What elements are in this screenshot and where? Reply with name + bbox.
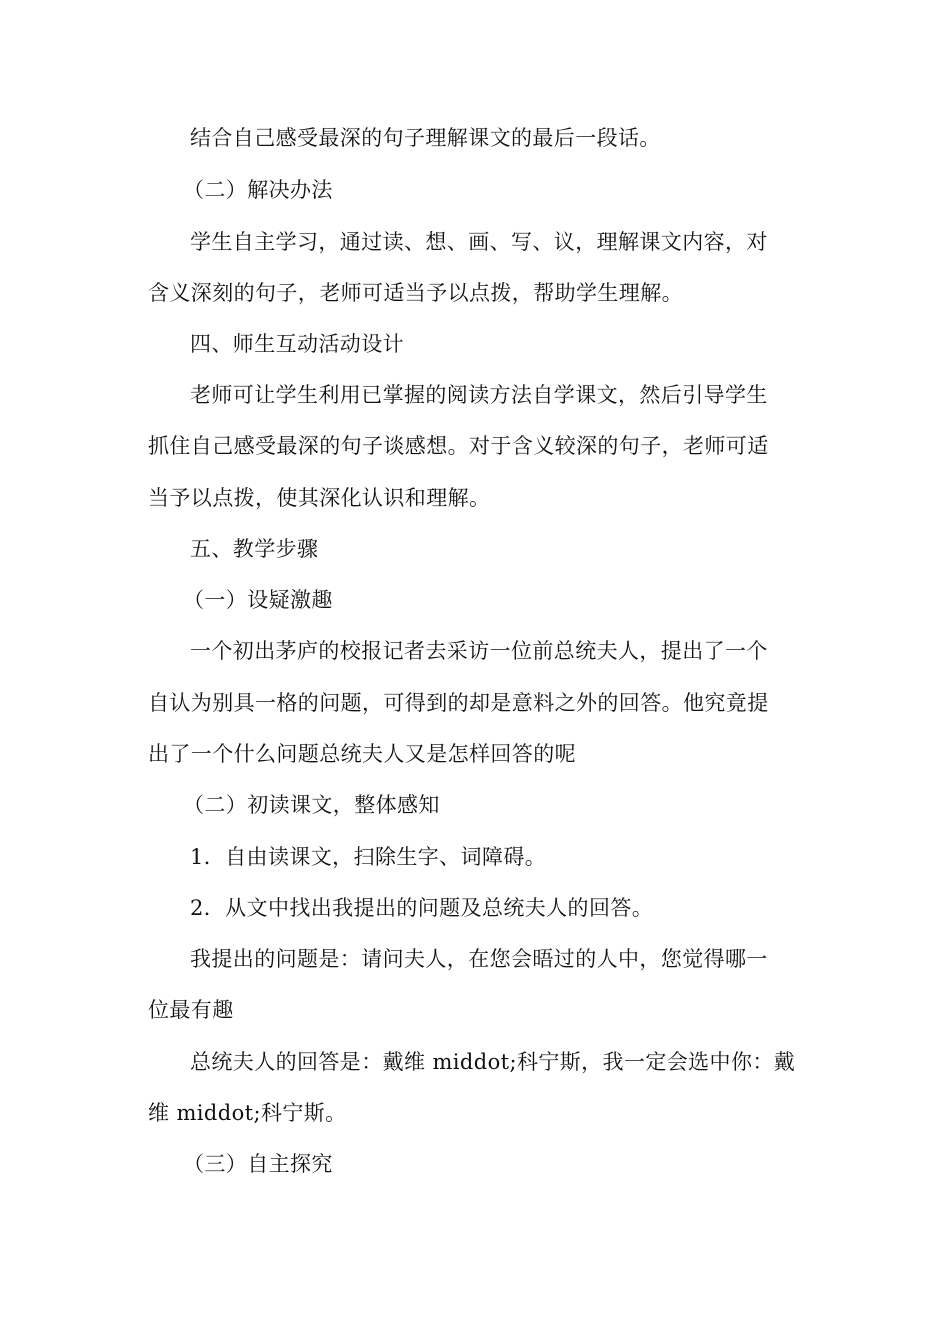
section-heading: （三）自主探究: [183, 1152, 333, 1176]
paragraph-text: 一个初出茅庐的校报记者去采访一位前总统夫人，提出了一个: [190, 639, 768, 663]
paragraph-text: 位最有趣: [148, 998, 234, 1022]
paragraph-text: 结合自己感受最深的句子理解课文的最后一段话。: [190, 126, 661, 150]
paragraph-text: 抓住自己感受最深的句子谈感想。对于含义较深的句子，老师可适: [148, 434, 769, 458]
section-heading: 四、师生互动活动设计: [190, 332, 404, 356]
section-heading: （二）初读课文，整体感知: [183, 793, 440, 817]
section-heading: （一）设疑激趣: [183, 588, 333, 612]
paragraph-text: 出了一个什么问题总统夫人又是怎样回答的呢: [148, 742, 576, 766]
list-item: 2．从文中找出我提出的问题及总统夫人的回答。: [190, 896, 654, 920]
paragraph-text: 自认为别具一格的问题，可得到的却是意料之外的回答。他究竟提: [148, 691, 769, 715]
paragraph-text: 总统夫人的回答是：戴维 middot;科宁斯，我一定会选中你：戴: [190, 1050, 796, 1074]
paragraph-text: 当予以点拨，使其深化认识和理解。: [148, 486, 491, 510]
paragraph-text: 学生自主学习，通过读、想、画、写、议，理解课文内容，对: [190, 230, 768, 254]
section-heading: （二）解决办法: [183, 178, 333, 202]
paragraph-text: 维 middot;科宁斯。: [148, 1101, 347, 1125]
section-heading: 五、教学步骤: [190, 537, 319, 561]
list-item: 1．自由读课文，扫除生字、词障碍。: [190, 845, 547, 869]
paragraph-text: 老师可让学生利用已掌握的阅读方法自学课文，然后引导学生: [190, 383, 768, 407]
paragraph-text: 含义深刻的句子，老师可适当予以点拨，帮助学生理解。: [148, 281, 683, 305]
paragraph-text: 我提出的问题是：请问夫人，在您会晤过的人中，您觉得哪一: [190, 947, 768, 971]
